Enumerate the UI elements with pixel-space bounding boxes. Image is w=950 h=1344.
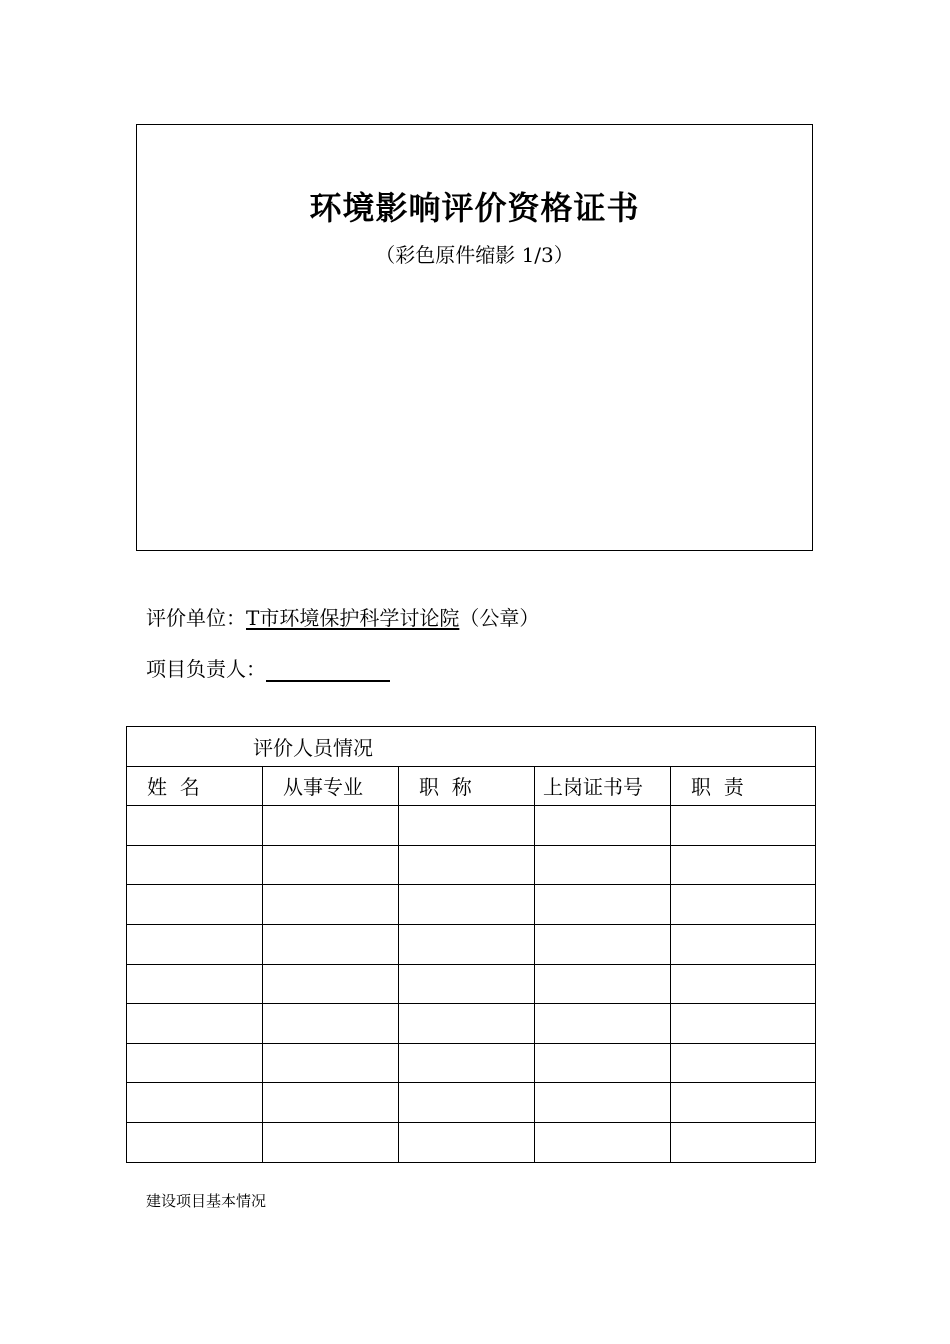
table-cell[interactable] [127,964,263,1004]
table-cell[interactable] [399,1122,535,1162]
project-leader-line [146,653,390,682]
evaluation-unit-name: T市环境保护科学讨论院 [246,606,460,630]
table-row [127,885,816,925]
table-cell[interactable] [127,845,263,885]
table-cell[interactable] [399,806,535,846]
footer-note: 建设项目基本情况 [146,1192,267,1210]
table-cell[interactable] [263,1004,399,1044]
project-leader-blank [266,658,390,682]
header-title: 职 称 [399,766,535,806]
table-cell[interactable] [535,1004,671,1044]
table-cell[interactable] [399,885,535,925]
table-cell[interactable] [399,845,535,885]
table-cell[interactable] [127,1083,263,1123]
table-cell[interactable] [263,885,399,925]
staff-table-caption: 评价人员情况 [127,727,816,767]
table-cell[interactable] [671,885,816,925]
table-cell[interactable] [535,1122,671,1162]
table-cell[interactable] [263,1043,399,1083]
table-cell[interactable] [671,1083,816,1123]
table-cell[interactable] [127,924,263,964]
table-cell[interactable] [671,1004,816,1044]
table-cell[interactable] [399,924,535,964]
table-cell[interactable] [671,845,816,885]
header-certificate-number: 上岗证书号 [535,766,671,806]
evaluation-unit-line [146,602,539,631]
table-cell[interactable] [263,1122,399,1162]
table-cell[interactable] [127,806,263,846]
table-row [127,1043,816,1083]
table-cell[interactable] [671,1043,816,1083]
table-cell[interactable] [399,1083,535,1123]
table-row [127,806,816,846]
header-duty: 职 责 [671,766,816,806]
certificate-frame [136,124,813,551]
table-cell[interactable] [671,924,816,964]
table-cell[interactable] [263,1083,399,1123]
certificate-subtitle: （彩色原件缩影 1/3） [375,243,574,267]
table-cell[interactable] [535,964,671,1004]
table-cell[interactable] [671,1122,816,1162]
table-cell[interactable] [671,964,816,1004]
table-cell[interactable] [535,924,671,964]
staff-table-caption-row [127,727,816,767]
table-cell[interactable] [263,924,399,964]
table-cell[interactable] [535,1043,671,1083]
table-row [127,1083,816,1123]
table-cell[interactable] [535,845,671,885]
staff-table-header-row [127,766,816,806]
table-cell[interactable] [127,1043,263,1083]
table-row [127,924,816,964]
table-cell[interactable] [127,1122,263,1162]
table-cell[interactable] [399,964,535,1004]
project-leader-label: 项目负责人： [146,657,266,681]
table-cell[interactable] [535,1083,671,1123]
table-cell[interactable] [399,1004,535,1044]
table-cell[interactable] [535,806,671,846]
table-cell[interactable] [127,1004,263,1044]
evaluation-unit-seal: （公章） [459,606,540,630]
table-cell[interactable] [399,1043,535,1083]
staff-table [126,726,816,1163]
table-cell[interactable] [263,845,399,885]
table-cell[interactable] [535,885,671,925]
certificate-title: 环境影响评价资格证书 [309,189,640,227]
table-row [127,845,816,885]
table-row [127,964,816,1004]
table-row [127,1122,816,1162]
table-cell[interactable] [263,806,399,846]
header-name: 姓 名 [127,766,263,806]
table-cell[interactable] [263,964,399,1004]
evaluation-unit-label: 评价单位： [146,606,246,630]
table-cell[interactable] [671,806,816,846]
table-cell[interactable] [127,885,263,925]
header-specialty: 从事专业 [263,766,399,806]
table-row [127,1004,816,1044]
